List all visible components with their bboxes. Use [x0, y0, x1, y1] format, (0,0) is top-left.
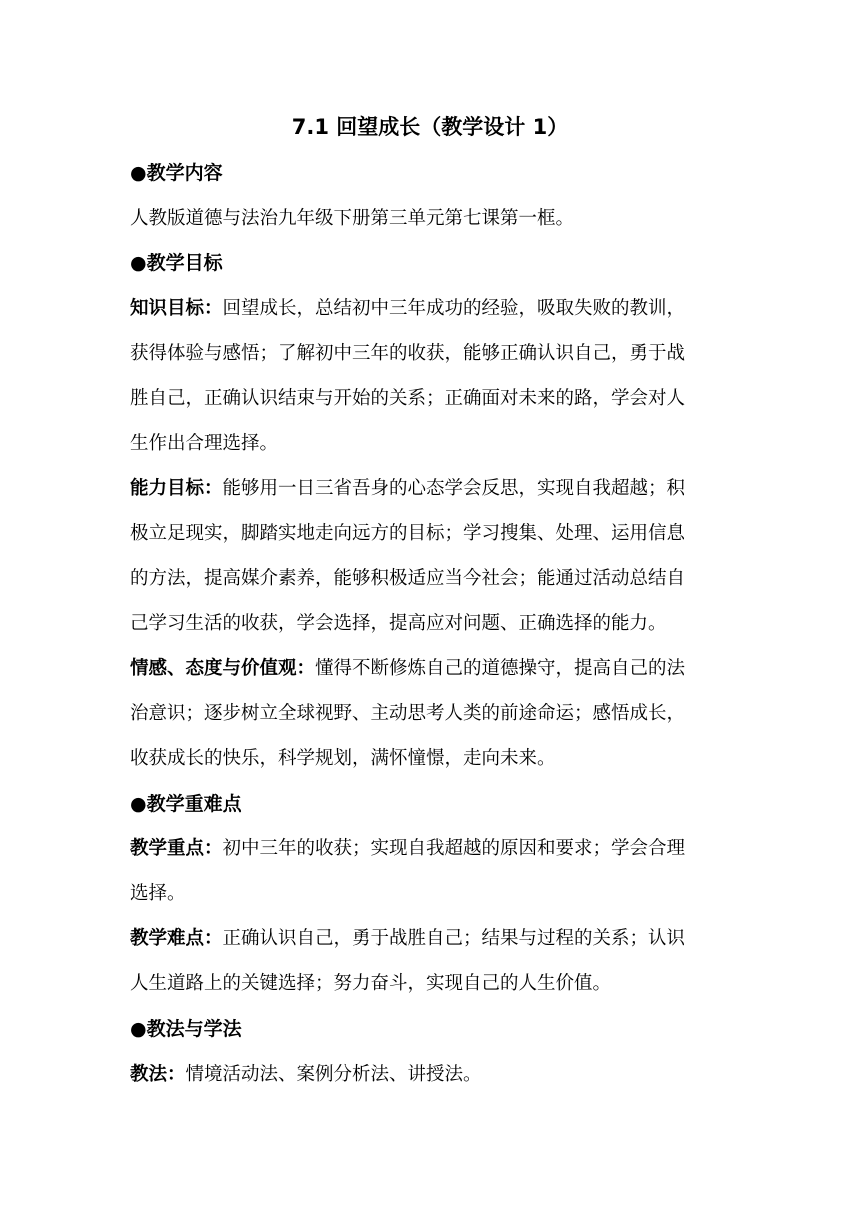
page-title: 7.1 回望成长（教学设计 1） [291, 115, 569, 139]
paragraph-teaching-focus-line-1 [130, 836, 740, 862]
heading-key-points: ●教学重难点 [130, 793, 242, 815]
paragraph-emotion-objective-line-3: 收获成长的快乐，科学规划，满怀憧憬，走向未来。 [130, 748, 556, 769]
heading-teaching-methods: ●教法与学法 [130, 1018, 242, 1040]
heading-teaching-content: ●教学内容 [130, 162, 223, 184]
paragraph-teaching-content: 人教版道德与法治九年级下册第三单元第七课第一框。 [130, 208, 575, 229]
teaching-focus-label: 教学重点： [130, 838, 223, 859]
teaching-difficulty-text: 正确认识自己，勇于战胜自己；结果与过程的关系；认识 [222, 928, 686, 949]
paragraph-knowledge-objective-line-3: 胜自己，正确认识结束与开始的关系；正确面对未来的路，学会对人 [130, 388, 686, 409]
paragraph-knowledge-objective-line-2: 获得体验与感悟；了解初中三年的收获，能够正确认识自己，勇于战 [130, 343, 686, 364]
paragraph-teaching-focus-line-2: 选择。 [130, 883, 186, 904]
paragraph-ability-objective-line-4: 己学习生活的收获，学会选择，提高应对问题、正确选择的能力。 [130, 613, 667, 634]
teaching-difficulty-label: 教学难点： [130, 928, 223, 949]
paragraph-knowledge-objective-line-1 [130, 296, 740, 322]
teaching-method-label: 教法： [130, 1064, 186, 1085]
paragraph-emotion-objective-line-2: 治意识；逐步树立全球视野、主动思考人类的前途命运；感悟成长， [130, 703, 686, 724]
ability-objective-label: 能力目标： [130, 478, 223, 499]
knowledge-objective-text: 回望成长，总结初中三年成功的经验，吸取失败的教训， [222, 298, 686, 319]
paragraph-emotion-objective-line-1 [130, 656, 740, 682]
paragraph-teaching-method [130, 1062, 740, 1088]
emotion-objective-text: 懂得不断修炼自己的道德操守，提高自己的法 [315, 658, 686, 679]
ability-objective-text: 能够用一日三省吾身的心态学会反思，实现自我超越；积 [222, 478, 686, 499]
emotion-objective-label: 情感、态度与价值观： [130, 658, 316, 679]
knowledge-objective-label: 知识目标： [130, 298, 223, 319]
paragraph-ability-objective-line-2: 极立足现实，脚踏实地走向远方的目标；学习搜集、处理、运用信息 [130, 523, 686, 544]
teaching-focus-text: 初中三年的收获；实现自我超越的原因和要求；学会合理 [222, 838, 686, 859]
heading-teaching-objectives: ●教学目标 [130, 252, 223, 274]
paragraph-knowledge-objective-line-4: 生作出合理选择。 [130, 433, 279, 454]
paragraph-ability-objective-line-1 [130, 476, 740, 502]
paragraph-teaching-difficulty-line-1 [130, 926, 740, 952]
paragraph-teaching-difficulty-line-2: 人生道路上的关键选择；努力奋斗，实现自己的人生价值。 [130, 973, 612, 994]
teaching-method-text: 情境活动法、案例分析法、讲授法。 [185, 1064, 482, 1085]
paragraph-ability-objective-line-3: 的方法，提高媒介素养，能够积极适应当今社会；能通过活动总结自 [130, 568, 686, 589]
